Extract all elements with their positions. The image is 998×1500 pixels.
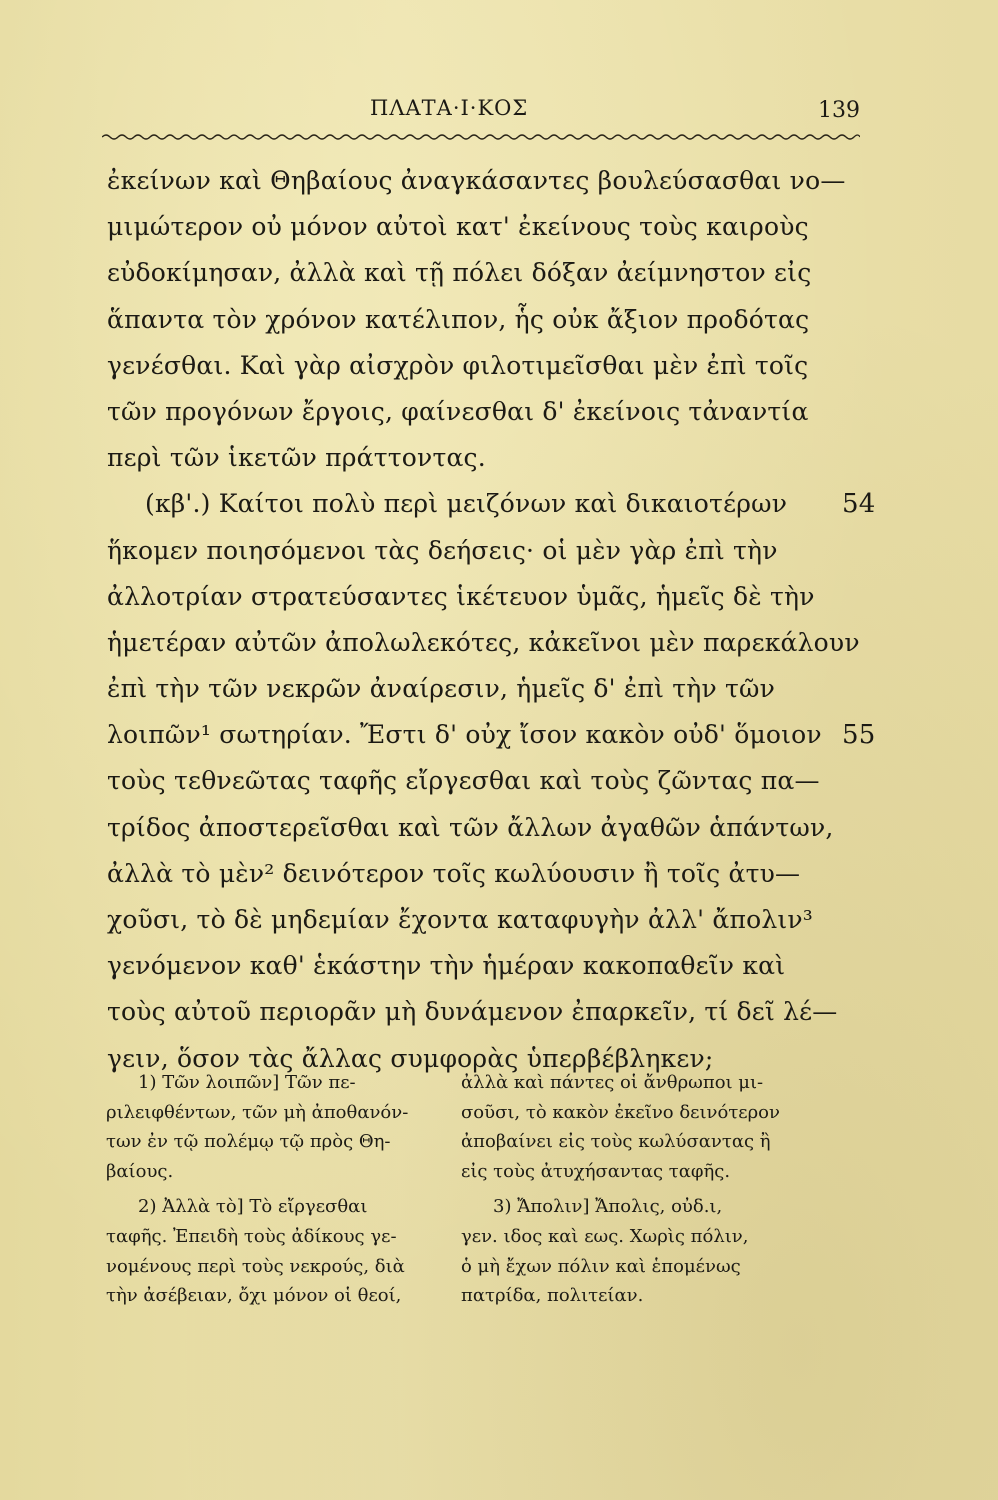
- text-line: ἀλλοτρίαν στρατεύσαντες ἱκέτευον ὑμᾶς, ἡμεῖς δὲ τὴν: [107, 581, 815, 611]
- text-line: τῶν προγόνων ἔργοις, φαίνεσθαι δ' ἐκείνοις τἀναντία: [107, 396, 809, 426]
- footnote-line: βαίους.: [106, 1160, 174, 1182]
- text-line: ἡμετέραν αὐτῶν ἀπολωλεκότες, κἀκεῖνοι μὲν παρεκάλουν: [107, 627, 860, 657]
- footnote-line: ριλειφθέντων, τῶν μὴ ἀποθανόν-: [106, 1101, 409, 1123]
- footnotes-right-column: [461, 1068, 811, 1311]
- footnote-line: πατρίδα, πολιτείαν.: [461, 1285, 644, 1307]
- text-line: ἥκομεν ποιησόμενοι τὰς δεήσεις· οἱ μὲν γὰρ ἐπὶ τὴν: [107, 535, 778, 565]
- footnote-line: νομένους περὶ τοὺς νεκρούς, διὰ: [106, 1255, 405, 1277]
- text-line: ἀλλὰ τὸ μὲν² δεινότερον τοῖς κωλύουσιν ἢ τοῖς ἀτυ—: [107, 858, 801, 888]
- page-number: 139: [818, 98, 860, 123]
- footnote-line: σοῦσι, τὸ κακὸν ἐκεῖνο δεινότερον: [461, 1101, 780, 1123]
- section-number: 54: [842, 489, 876, 520]
- footnote-line: τὴν ἀσέβειαν, ὄχι μόνον οἱ θεοί,: [106, 1285, 402, 1307]
- text-line: γειν, ὅσον τὰς ἄλλας συμφορὰς ὑπερβέβληκεν;: [107, 1043, 714, 1073]
- footnote-line: 1) Τῶν λοιπῶν] Τῶν πε-: [138, 1072, 356, 1093]
- text-line: τοὺς τεθνεῶτας ταφῆς εἴργεσθαι καὶ τοὺς ζῶντας πα—: [107, 766, 820, 796]
- text-line: γενόμενον καθ' ἑκάστην τὴν ἡμέραν κακοπαθεῖν καὶ: [107, 951, 786, 981]
- page-header: [100, 96, 860, 136]
- text-line: περὶ τῶν ἱκετῶν πράττοντας.: [107, 443, 486, 473]
- text-line: γενέσθαι. Καὶ γὰρ αἰσχρὸν φιλοτιμεῖσθαι μὲν ἐπὶ τοῖς: [107, 350, 809, 380]
- footnotes-left-column: [106, 1068, 456, 1311]
- header-wavy-rule: [102, 132, 860, 142]
- text-line: ἐπὶ τὴν τῶν νεκρῶν ἀναίρεσιν, ἡμεῖς δ' ἐπὶ τὴν τῶν: [107, 674, 776, 704]
- footnote-line: γεν. ιδος καὶ εως. Χωρὶς πόλιν,: [461, 1225, 749, 1247]
- text-line: ἅπαντα τὸν χρόνον κατέλιπον, ἧς οὐκ ἄξιον προδότας: [107, 304, 810, 334]
- text-line: ἐκείνων καὶ Θηβαίους ἀναγκάσαντες βουλεύσασθαι νο—: [107, 166, 846, 195]
- footnote-line: ταφῆς. Ἐπειδὴ τοὺς ἀδίκους γε-: [106, 1225, 397, 1247]
- main-text: [107, 158, 907, 1082]
- footnote-line: εἰς τοὺς ἀτυχήσαντας ταφῆς.: [461, 1160, 731, 1182]
- footnote-line: 3) Ἄπολιν] Ἄπολις, οὐδ.ι,: [493, 1196, 723, 1218]
- text-line-paragraph-start: (κβ'.) Καίτοι πολὺ περὶ μειζόνων καὶ δικαιοτέρων 54: [107, 481, 907, 527]
- text-line: τρίδος ἀποστερεῖσθαι καὶ τῶν ἄλλων ἀγαθῶν ἁπάντων,: [107, 812, 834, 842]
- text-line: λοιπῶν¹ σωτηρίαν. Ἔστι δ' οὐχ ἴσον κακὸν οὐδ' ὅμοιον 55: [107, 712, 907, 758]
- footnote-line: ἀλλὰ καὶ πάντες οἱ ἄνθρωποι μι-: [461, 1072, 764, 1093]
- running-title: ΠΛΑΤΑ·Ι·ΚΟΣ: [370, 96, 529, 120]
- text-line: χοῦσι, τὸ δὲ μηδεμίαν ἔχοντα καταφυγὴν ἀλλ' ἄπολιν³: [107, 905, 813, 934]
- text-line: τοὺς αὐτοῦ περιορᾶν μὴ δυνάμενον ἐπαρκεῖν, τί δεῖ λέ—: [107, 997, 838, 1027]
- text-line: μιμώτερον οὐ μόνον αὐτοὶ κατ' ἐκείνους τοὺς καιροὺς: [107, 212, 809, 242]
- text-line: εὐδοκίμησαν, ἀλλὰ καὶ τῇ πόλει δόξαν ἀείμνηστον εἰς: [107, 258, 812, 288]
- footnote-line: ὁ μὴ ἔχων πόλιν καὶ ἑπομένως: [461, 1255, 741, 1277]
- footnote-line: ἀποβαίνει εἰς τοὺς κωλύσαντας ἢ: [461, 1131, 771, 1153]
- section-number: 55: [842, 720, 876, 751]
- footnote-line: 2) Ἀλλὰ τὸ] Τὸ εἴργεσθαι: [138, 1196, 368, 1218]
- footnote-line: των ἐν τῷ πολέμῳ τῷ πρὸς Θη-: [106, 1131, 391, 1153]
